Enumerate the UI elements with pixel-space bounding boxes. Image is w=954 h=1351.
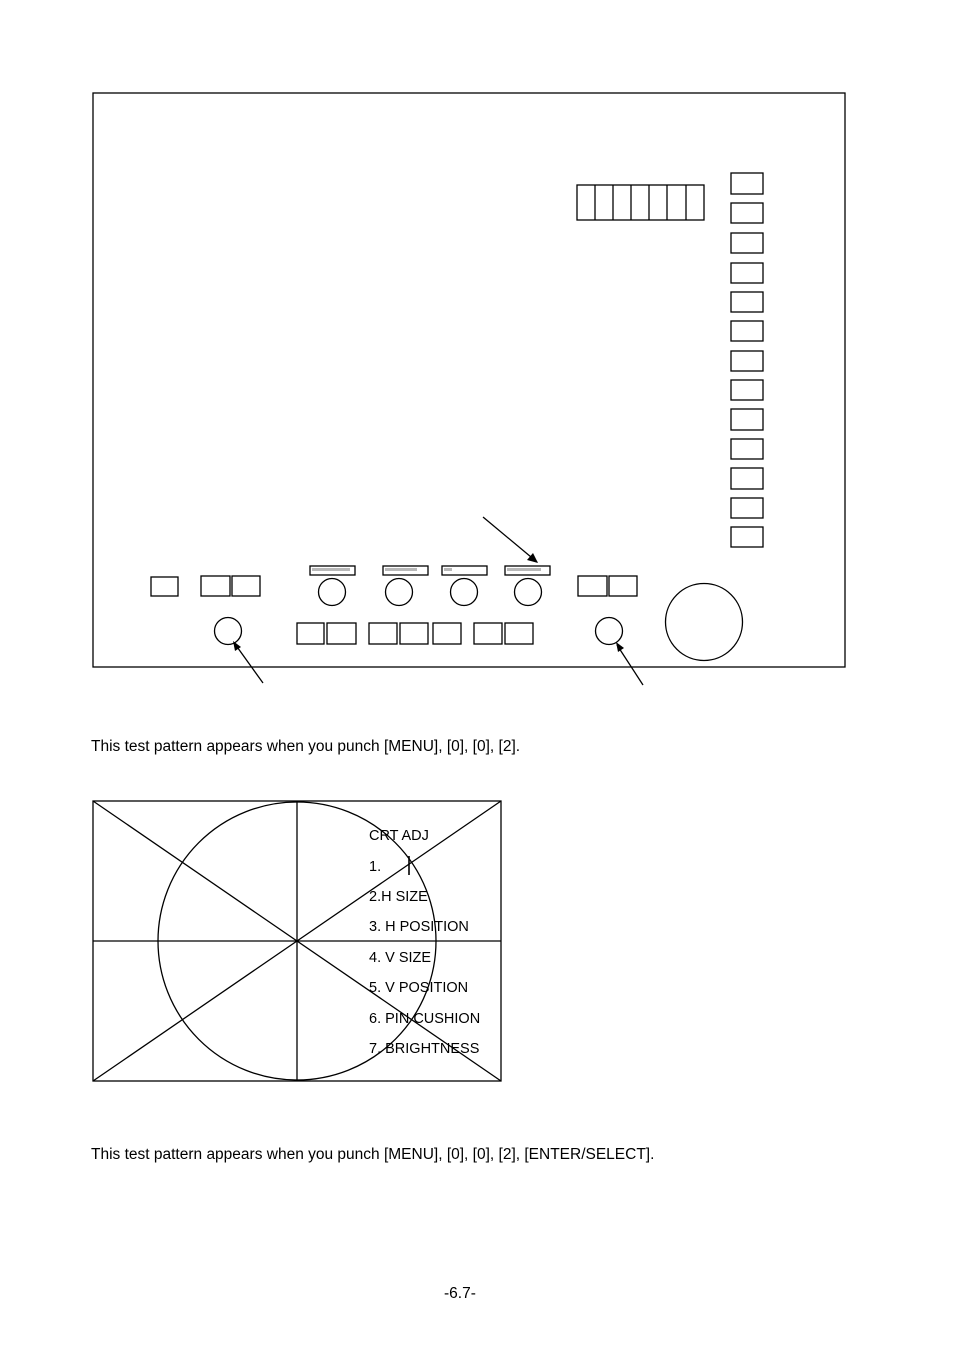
menu-title: CRT ADJ	[369, 828, 429, 844]
menu-item: 1.	[369, 859, 382, 875]
menu-item: 7. BRIGHTNESS	[369, 1041, 480, 1057]
menu-item: 6. PIN CUSHION	[369, 1011, 481, 1027]
caption-first: This test pattern appears when you punch [MENU], [0], [0], [2].	[91, 738, 521, 755]
menu-item: 5. V POSITION	[369, 980, 469, 996]
page-number: -6.7-	[444, 1285, 476, 1302]
menu-item: 3. H POSITION	[369, 919, 469, 935]
caption-second: This test pattern appears when you punch [MENU], [0], [0], [2], [ENTER/SELECT].	[91, 1146, 655, 1163]
menu-item: 4. V SIZE	[369, 950, 432, 966]
menu-item: 2.H SIZE	[369, 889, 428, 905]
